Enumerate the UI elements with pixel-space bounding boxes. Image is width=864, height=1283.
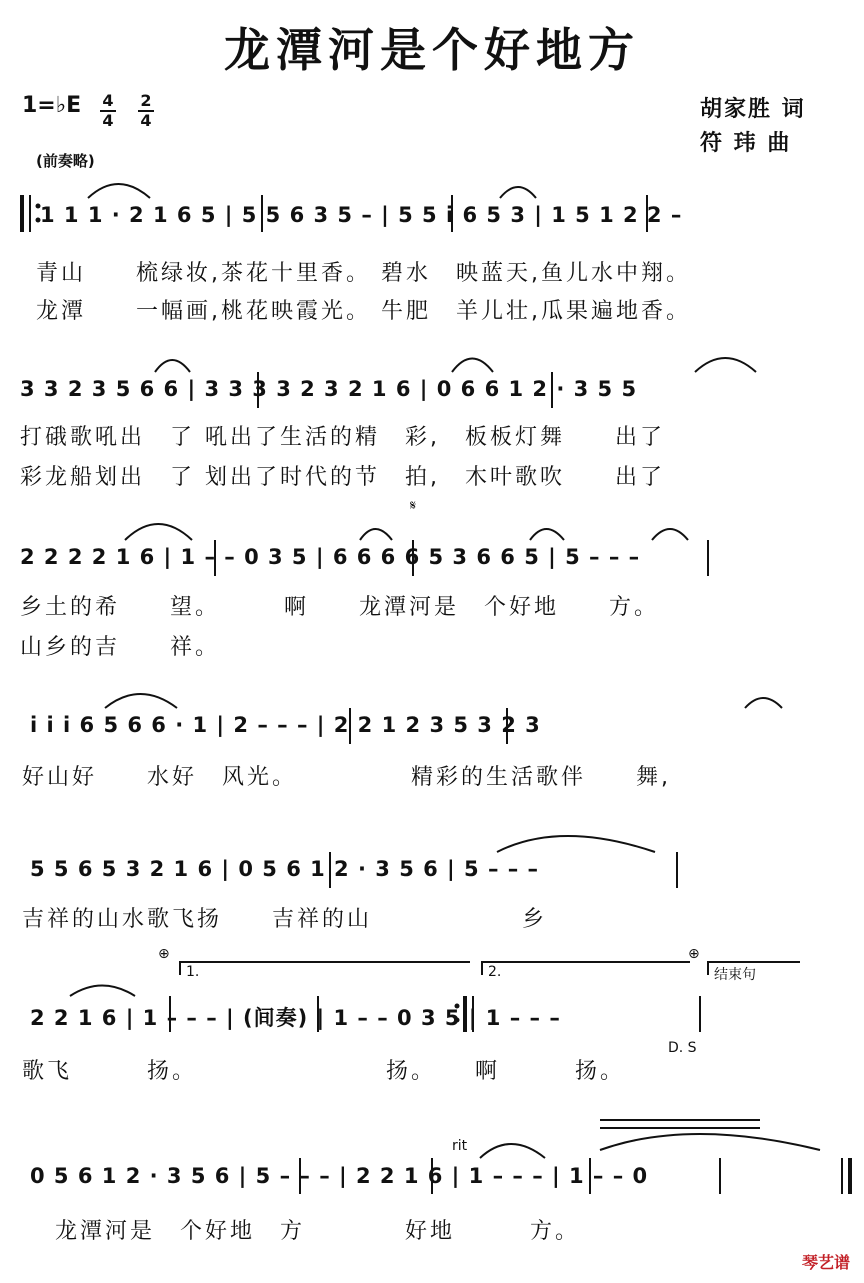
score-row-4-lyric-1: 好山好 水好 风光。 精彩的生活歌伴 舞,	[22, 765, 671, 790]
score-row-6-notes: 2 2 1 6 | 1 – – – | (间奏) | 1 – – 0 3 5 | 1 – – –	[30, 1006, 561, 1030]
prelude-note: (前奏略)	[36, 152, 95, 170]
score-row-2-notes: 3 3 2 3 5 6 6 | 3 3 3 3 2 3 2 1 6 | 0 6 6 1 2 · 3 5 5	[20, 377, 638, 401]
segno-mark: 𝄋	[410, 498, 417, 514]
coda-mark-1: ⊕	[158, 946, 170, 962]
score-row-3-lyric-1: 乡土的希 望。 啊 龙潭河是 个好地 方。	[20, 595, 660, 620]
score-row-5-notes: 5 5 6 5 3 2 1 6 | 0 5 6 1 2 · 3 5 6 | 5 – – –	[30, 857, 540, 881]
composer-credit: 符 玮 曲	[700, 131, 792, 156]
lyricist-credit: 胡家胜 词	[700, 97, 806, 122]
score-row-4-notes: i i i 6 5 6 6 · 1 | 2 – – – | 2 2 1 2 3 5 3 2 3	[30, 713, 541, 737]
coda-mark-2: ⊕	[688, 946, 700, 962]
ds-mark: D. S	[668, 1040, 697, 1056]
meter-second-num: 2	[140, 91, 152, 110]
score-row-1-notes: 1 1 1 · 2 1 6 5 | 5 5 6 3 5 – | 5 5 i 6 5 3 | 1 5 1 2 2 –	[40, 203, 683, 227]
rit-mark: rit	[452, 1138, 468, 1154]
score-row-7-lyric-1: 龙潭河是 个好地 方 好地 方。	[30, 1219, 581, 1244]
volta-1-label: 1.	[186, 964, 200, 980]
score-row-2-lyric-1: 打硪歌吼出 了 吼出了生活的精 彩, 板板灯舞 出了	[20, 425, 665, 450]
volta-2-label: 2.	[488, 964, 502, 980]
watermark-logo: 琴艺谱	[801, 1253, 850, 1272]
ending-label: 结束句	[714, 967, 756, 983]
score-row-1-lyric-2: 龙潭 一幅画,桃花映霞光。 牛肥 羊儿壮,瓜果遍地香。	[36, 299, 691, 324]
score-row-5-lyric-1: 吉祥的山水歌飞扬 吉祥的山 乡	[22, 907, 548, 932]
score-row-7-notes: 0 5 6 1 2 · 3 5 6 | 5 – – – | 2 2 1 6 | 1 – – – | 1 – – 0	[30, 1164, 649, 1188]
meter-second-den: 4	[140, 111, 152, 130]
score-row-1-lyric-1: 青山 梳绿妆,茶花十里香。 碧水 映蓝天,鱼儿水中翔。	[36, 261, 691, 286]
meter-first-den: 4	[102, 111, 114, 130]
score-row-6-lyric-1: 歌飞 扬。 扬。 啊 扬。	[22, 1059, 626, 1084]
score-row-3-notes: 2 2 2 2 1 6 | 1 – – 0 3 5 | 6 6 6 6 5 3 6 6 5 | 5 – – –	[20, 545, 641, 569]
meter-first-num: 4	[102, 91, 114, 110]
key-signature: 1=♭E	[22, 93, 82, 118]
score-row-3-lyric-2: 山乡的吉 祥。	[20, 635, 221, 660]
score-row-2-lyric-2: 彩龙船划出 了 划出了时代的节 拍, 木叶歌吹 出了	[20, 465, 665, 490]
page-title: 龙潭河是个好地方	[224, 23, 640, 77]
